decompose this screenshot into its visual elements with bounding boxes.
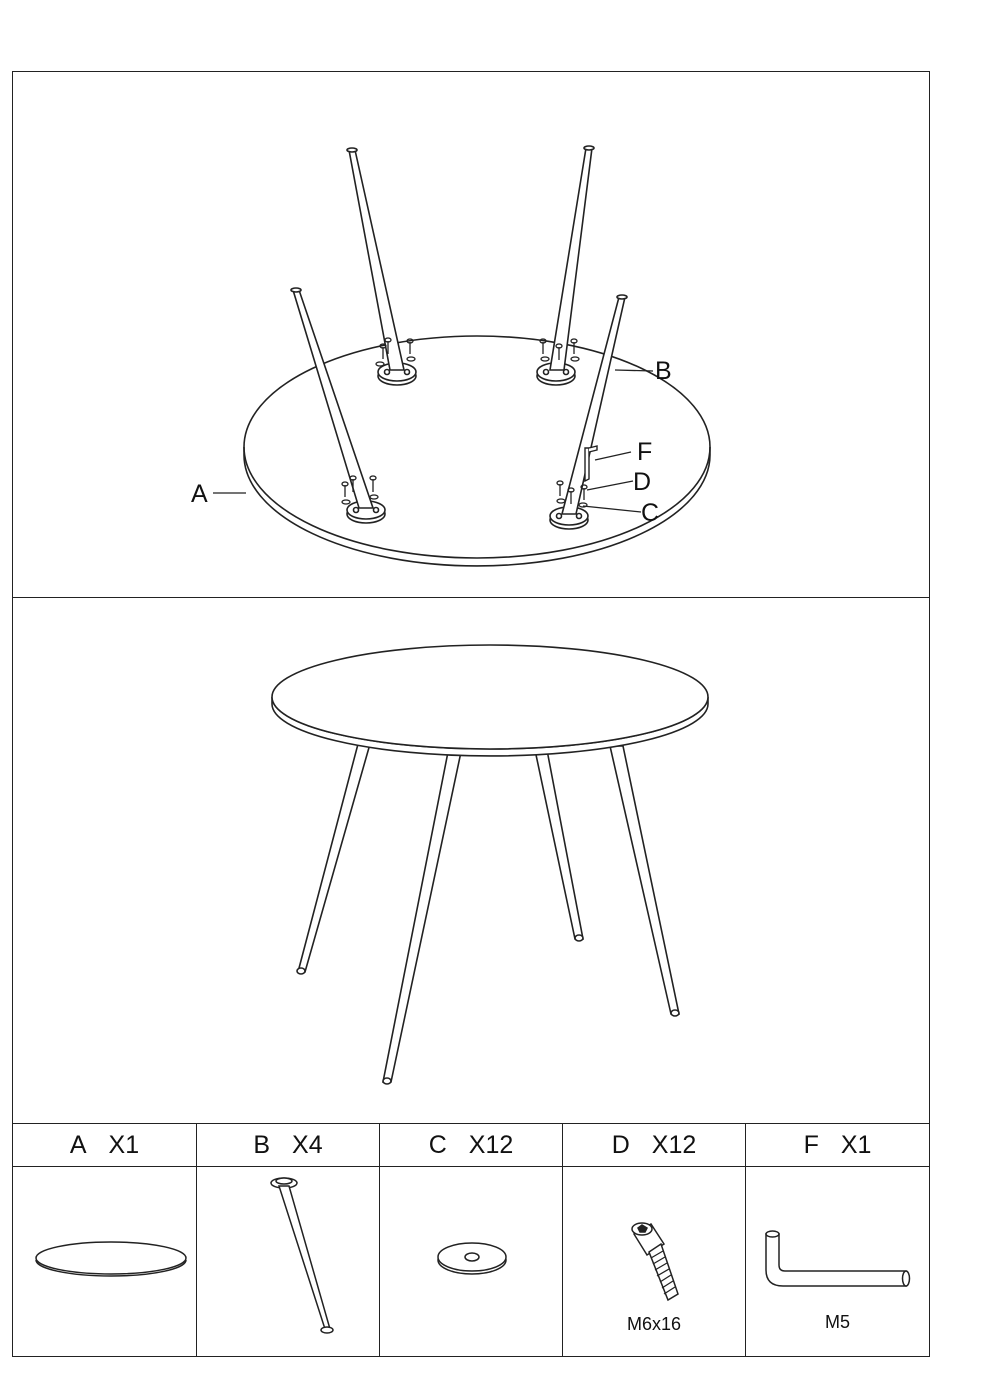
callout-d: D — [633, 468, 652, 496]
table-leg — [550, 146, 594, 370]
table-leg — [297, 744, 370, 974]
table-leg — [347, 148, 404, 370]
part-letter: A — [69, 1130, 87, 1159]
part-letter: C — [428, 1130, 447, 1159]
table-leg — [383, 752, 461, 1084]
callout-c: C — [641, 499, 660, 527]
table-leg — [610, 746, 679, 1016]
bolt-size-label: M6x16 — [626, 1314, 682, 1334]
table-top-part-illustration — [13, 1124, 197, 1356]
assembly-step-panel — [12, 71, 930, 598]
part-quantity: X12 — [468, 1130, 514, 1159]
table-leg — [535, 750, 583, 941]
washer-part-illustration — [380, 1124, 563, 1356]
part-letter: B — [253, 1130, 271, 1159]
part-quantity: X4 — [292, 1130, 323, 1159]
part-cell-a — [13, 1124, 197, 1356]
part-quantity: X12 — [651, 1130, 697, 1159]
part-cell-f — [746, 1124, 929, 1356]
callout-f: F — [637, 438, 653, 466]
part-cell-c — [380, 1124, 563, 1356]
part-letter: F — [803, 1130, 819, 1159]
callout-a: A — [191, 480, 208, 508]
part-letter: D — [611, 1130, 630, 1159]
part-cell-d — [563, 1124, 746, 1356]
assembly-drawing — [13, 72, 931, 599]
part-quantity: X1 — [108, 1130, 140, 1159]
parts-list — [12, 1123, 930, 1357]
leg-part-illustration — [197, 1124, 380, 1356]
part-cell-b — [197, 1124, 380, 1356]
table-top — [272, 645, 708, 756]
part-quantity: X1 — [840, 1130, 872, 1159]
finished-table-drawing — [13, 598, 931, 1125]
finished-table-panel — [12, 597, 930, 1124]
hex-key-size-label: M5 — [824, 1312, 850, 1332]
callout-b: B — [655, 357, 672, 385]
